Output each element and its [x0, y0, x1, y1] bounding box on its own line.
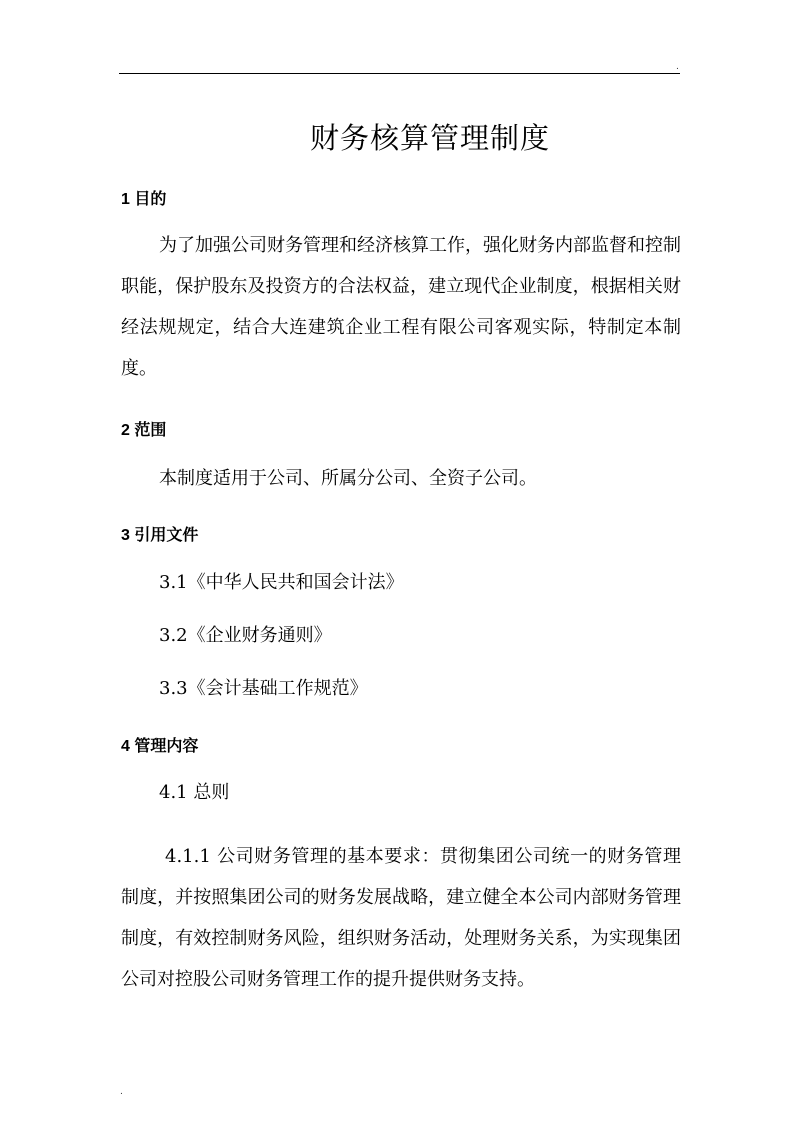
- section-body-scope: 本制度适用于公司、所属分公司、全资子公司。: [159, 468, 537, 489]
- subsection-heading: 4.1 总则: [159, 782, 230, 803]
- reference-item: 3.1《中华人民共和国会计法》: [159, 572, 404, 593]
- section-heading-references: 3 引用文件: [121, 527, 199, 544]
- section-heading-management: 4 管理内容: [121, 738, 199, 755]
- header-rule: [119, 73, 680, 74]
- document-title: 财务核算管理制度: [309, 121, 550, 155]
- corner-mark: .: [676, 62, 679, 72]
- section-heading-purpose: 1 目的: [121, 191, 167, 208]
- reference-item: 3.2《企业财务通则》: [159, 625, 332, 646]
- reference-item: 3.3《会计基础工作规范》: [159, 678, 368, 699]
- section-body-purpose: 为了加强公司财务管理和经济核算工作，强化财务内部监督和控制职能，保护股东及投资方的合法权益，建立现代企业制度，根据相关财经法规规定，结合大连建筑企业工程有限公司客观实际，特制定本制度。: [121, 235, 681, 379]
- clause-4-1-1: 4.1.1 公司财务管理的基本要求：贯彻集团公司统一的财务管理制度，并按照集团公司的财务发展战略，建立健全本公司内部财务管理制度，有效控制财务风险，组织财务活动，处理财务关系，为实现集团公司对控股公司财务管理工作的提升提供财务支持。: [121, 846, 681, 990]
- section-heading-scope: 2 范围: [121, 422, 167, 439]
- corner-mark: .: [120, 1087, 123, 1097]
